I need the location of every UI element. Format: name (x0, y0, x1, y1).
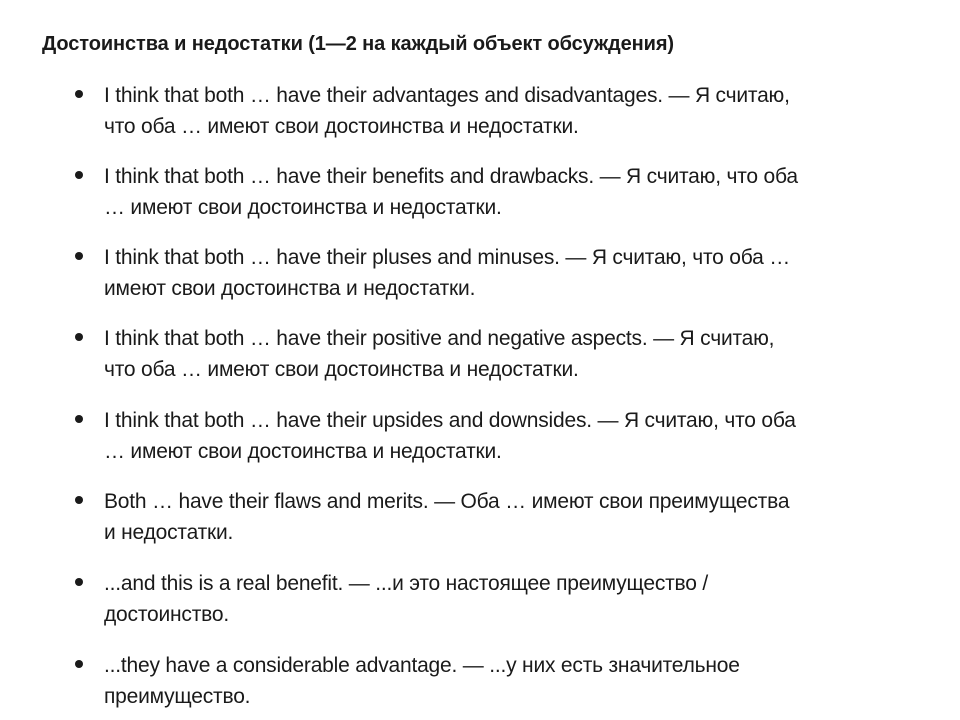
phrase-line: … имеют свои достоинства и недостатки. (104, 440, 502, 463)
bullet-icon (75, 171, 83, 179)
bullet-icon (75, 496, 83, 504)
phrase-text (104, 650, 934, 712)
phrase-line: ...they have a considerable advantage. — ...у них есть значительное (104, 654, 740, 677)
phrase-line: I think that both … have their benefits and drawbacks. — Я считаю, что оба (104, 165, 798, 188)
phrase-text (104, 161, 934, 223)
phrase-line: I think that both … have their pluses and minuses. — Я считаю, что оба … (104, 246, 791, 269)
phrase-line: I think that both … have their positive and negative aspects. — Я считаю, (104, 327, 775, 350)
phrase-text (104, 242, 934, 304)
phrase-line: что оба … имеют свои достоинства и недостатки. (104, 358, 579, 381)
phrase-text (104, 405, 934, 467)
phrase-line: … имеют свои достоинства и недостатки. (104, 196, 502, 219)
bullet-icon (75, 90, 83, 98)
phrase-text (104, 80, 934, 142)
phrase-line: I think that both … have their upsides and downsides. — Я считаю, что оба (104, 409, 796, 432)
phrase-text (104, 568, 934, 630)
phrase-line: I think that both … have their advantages and disadvantages. — Я считаю, (104, 84, 790, 107)
bullet-icon (75, 252, 83, 260)
bullet-icon (75, 415, 83, 423)
phrase-line: достоинство. (104, 603, 229, 626)
phrase-text (104, 486, 934, 548)
phrase-line: Both … have their flaws and merits. — Оба … имеют свои преимущества (104, 490, 790, 513)
bullet-icon (75, 333, 83, 341)
phrase-line: имеют свои достоинства и недостатки. (104, 277, 476, 300)
bullet-icon (75, 660, 83, 668)
phrase-line: что оба … имеют свои достоинства и недостатки. (104, 115, 579, 138)
phrase-line: ...and this is a real benefit. — ...и это настоящее преимущество / (104, 572, 709, 595)
section-heading: Достоинства и недостатки (1—2 на каждый объект обсуждения) (42, 33, 674, 55)
phrase-text (104, 323, 934, 385)
phrase-line: и недостатки. (104, 521, 234, 544)
phrase-line: преимущество. (104, 685, 251, 708)
bullet-icon (75, 578, 83, 586)
